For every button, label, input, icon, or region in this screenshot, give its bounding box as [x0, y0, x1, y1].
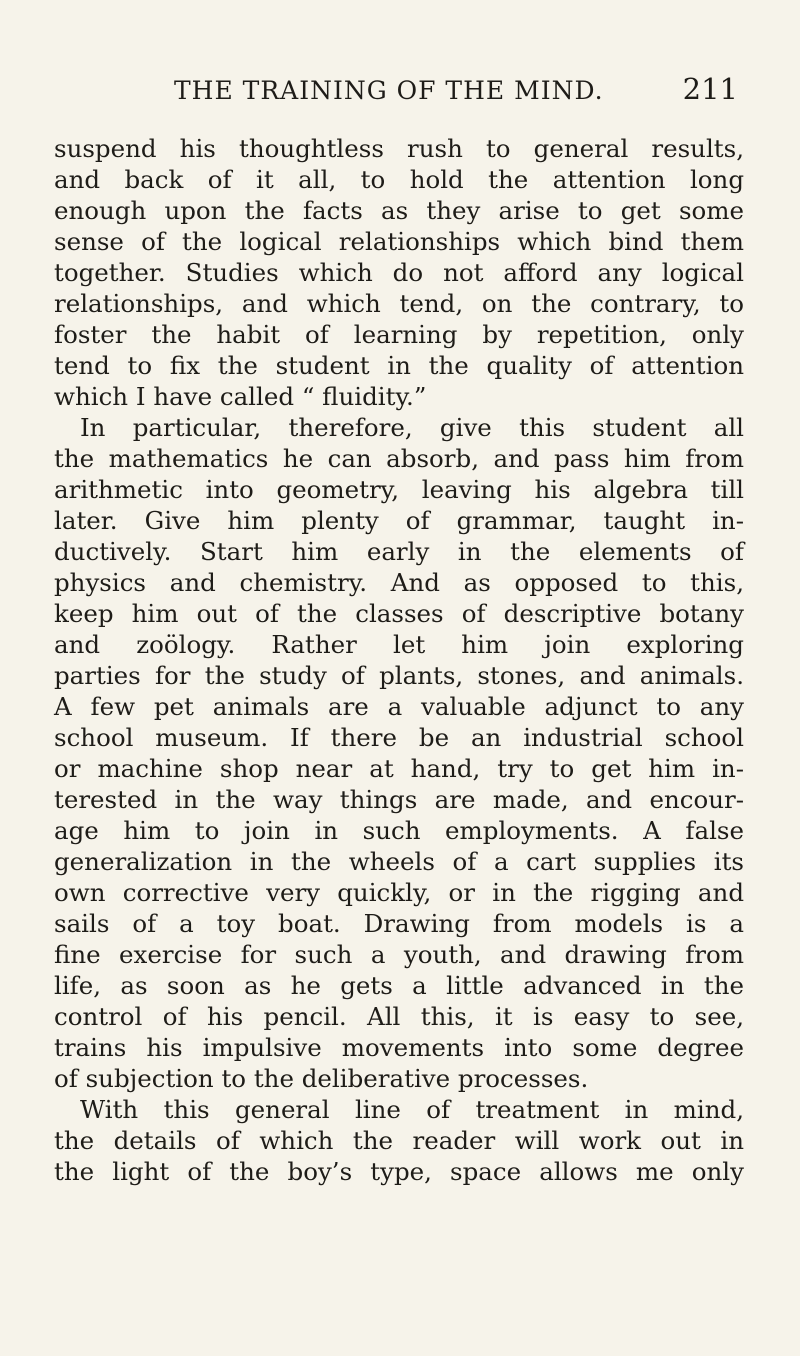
text-line: enough upon the facts as they arise to get some — [54, 196, 744, 225]
text-line: the mathematics he can absorb, and pass him from — [54, 444, 744, 473]
text-line: trains his impulsive movements into some degree — [54, 1033, 744, 1062]
text-line: and back of it all, to hold the attention long — [54, 165, 744, 194]
text-line: tend to fix the student in the quality of attention — [54, 351, 744, 380]
running-head — [62, 70, 742, 110]
text-line: arithmetic into geometry, leaving his algebra till — [54, 475, 744, 504]
text-line: parties for the study of plants, stones, and animals. — [54, 661, 744, 690]
text-line: generalization in the wheels of a cart supplies its — [54, 847, 744, 876]
text-line: fine exercise for such a youth, and drawing from — [54, 940, 744, 969]
text-line: ductively. Start him early in the elements of — [54, 537, 744, 566]
page-number: 211 — [682, 72, 738, 106]
text-line: In particular, therefore, give this student all — [80, 413, 744, 442]
text-line: suspend his thoughtless rush to general results, — [54, 134, 744, 163]
text-line: foster the habit of learning by repetition, only — [54, 320, 744, 349]
text-line: later. Give him plenty of grammar, taught in- — [54, 506, 744, 535]
text-line: the details of which the reader will work out in — [54, 1126, 744, 1155]
text-line: physics and chemistry. And as opposed to this, — [54, 568, 744, 597]
body-text — [54, 133, 744, 1187]
text-line: of subjection to the deliberative processes. — [54, 1064, 589, 1093]
text-line: age him to join in such employments. A false — [54, 816, 744, 845]
text-line: school museum. If there be an industrial school — [54, 723, 744, 752]
text-line: sense of the logical relationships which bind them — [54, 227, 744, 256]
text-line: terested in the way things are made, and encour- — [54, 785, 744, 814]
text-line: the light of the boy’s type, space allows me only — [54, 1157, 744, 1186]
text-line: With this general line of treatment in mind, — [80, 1095, 744, 1124]
text-line: and zoölogy. Rather let him join exploring — [54, 630, 744, 659]
text-line: keep him out of the classes of descriptive botany — [54, 599, 744, 628]
text-line: own corrective very quickly, or in the rigging and — [54, 878, 744, 907]
text-line: sails of a toy boat. Drawing from models is a — [54, 909, 744, 938]
text-line: or machine shop near at hand, try to get him in- — [54, 754, 744, 783]
text-line: control of his pencil. All this, it is easy to see, — [54, 1002, 744, 1031]
text-line: together. Studies which do not afford any logical — [54, 258, 744, 287]
running-title: THE TRAINING OF THE MIND. — [174, 76, 604, 105]
text-line: life, as soon as he gets a little advanced in the — [54, 971, 744, 1000]
text-line: A few pet animals are a valuable adjunct to any — [54, 692, 744, 721]
text-line: relationships, and which tend, on the contrary, to — [54, 289, 744, 318]
text-line: which I have called “ fluidity.” — [54, 382, 427, 411]
